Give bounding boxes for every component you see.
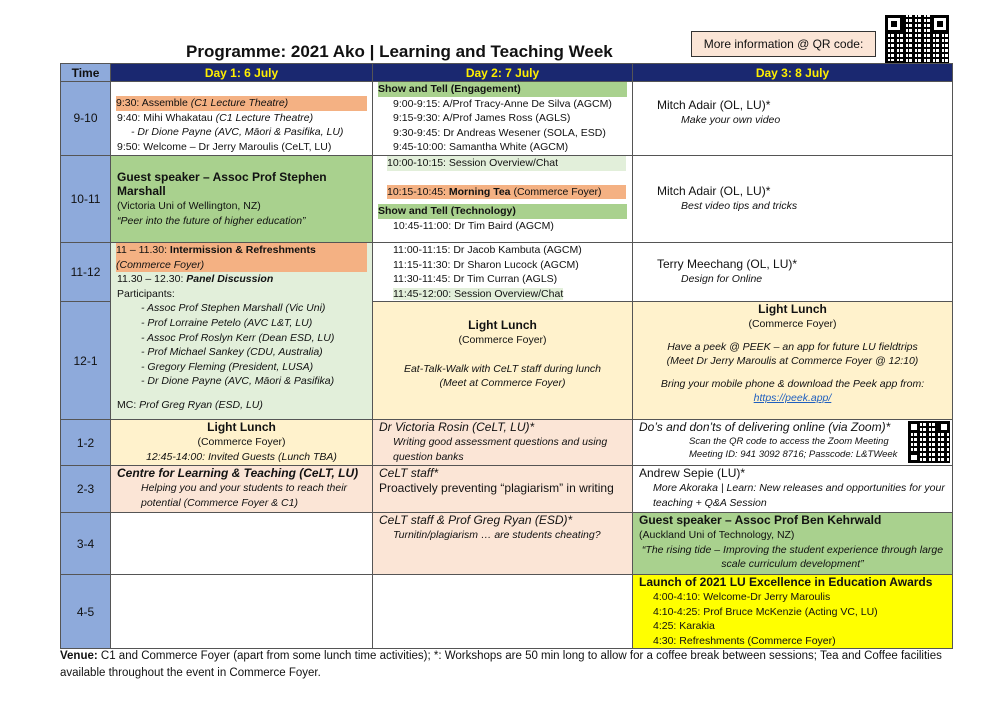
day3-lunch: Light Lunch (Commerce Foyer) Have a peek @ PEEK – an app for future LU fieldtrips (Meet Dr Jerry Maroulis at Commerce Foyer @ 12:10) Bring your mobile phone & download the Peek app from: https://peek.app/ [633,302,953,420]
day2-mid-morning: 10:00-10:15: Session Overview/Chat 10:15-10:45: Morning Tea (Commerce Foyer) Show and Tell (Technology) 10:45-11:00: Dr Tim Baird (AGCM) [373,156,633,243]
day2-engagement: Show and Tell (Engagement) 9:00-9:15: A/Prof Tracy-Anne De Silva (AGCM) 9:15-9:30: A/Prof James Ross (AGLS) 9:30-9:45: Dr Andreas Wesener (SOLA, ESD) 9:45-10:00: Samantha White (AGCM) [373,82,633,156]
peek-app-link[interactable]: https://peek.app/ [753,392,832,405]
day2-lunch: Light Lunch (Commerce Foyer) Eat-Talk-Walk with CeLT staff during lunch (Meet at Commerce Foyer) [373,302,633,420]
day2-session-3-4: CeLT staff & Prof Greg Ryan (ESD)* Turnitin/plagiarism … are students cheating? [373,513,633,575]
venue-note: Venue: C1 and Commerce Foyer (apart from some lunch time activities); *: Workshops are 50 min long to allow for a coffee break between sessions; Tea and Coffee facilities available throughout the event in Commerce Foyer. [60,650,942,679]
day1-lunch: Light Lunch (Commerce Foyer) 12:45-14:00: Invited Guests (Lunch TBA) [111,420,373,466]
time-slot: 4-5 [61,575,111,649]
day1-guest-speaker: Guest speaker – Assoc Prof Stephen Marshall (Victoria Uni of Wellington, NZ) “Peer into the future of higher education” [111,156,373,243]
header-day3: Day 3: 8 July [633,64,953,82]
time-slot: 3-4 [61,513,111,575]
time-slot: 11-12 [61,243,111,302]
programme-table [60,63,953,649]
day3-awards-launch: Launch of 2021 LU Excellence in Education Awards 4:00-4:10: Welcome-Dr Jerry Maroulis 4:10-4:25: Prof Bruce McKenzie (Acting VC, LU) 4:25: Karakia 4:30: Refreshments (Commerce Foyer) [633,575,953,649]
zoom-qr-code-icon [908,421,950,463]
day2-technology: 11:00-11:15: Dr Jacob Kambuta (AGCM) 11:15-11:30: Dr Sharon Lucock (AGCM) 11:30-11:45: Dr Tim Curran (AGLS) 11:45-12:00: Session Overview/Chat [373,243,633,302]
day3-session-1: Mitch Adair (OL, LU)* Make your own video [633,82,953,156]
day3-session-2: Mitch Adair (OL, LU)* Best video tips and tricks [633,156,953,243]
day1-empty-4-5 [111,575,373,649]
time-slot: 1-2 [61,420,111,466]
qr-note: More information @ QR code: [691,31,876,57]
day1-empty-3-4 [111,513,373,575]
day2-session-1-2: Dr Victoria Rosin (CeLT, LU)* Writing good assessment questions and using question banks [373,420,633,466]
day2-session-2-3: CeLT staff* Proactively preventing “plagiarism” in writing [373,466,633,513]
header-day2: Day 2: 7 July [373,64,633,82]
day1-opening: 9:30: Assemble (C1 Lecture Theatre) 9:40: Mihi Whakatau (C1 Lecture Theatre) - Dr Dione Payne (AVC, Māori & Pasifika, LU) 9:50: Welcome – Dr Jerry Maroulis (CeLT, LU) [111,82,373,156]
day3-zoom-session: Do’s and don’ts of delivering online (via Zoom)* Scan the QR code to access the Zoom Meeting Meeting ID: 941 3092 8716; Passcode: L&TWeek [633,420,953,466]
day3-session-2-3: Andrew Sepie (LU)* More Akoraka | Learn: New releases and opportunities for your teaching + Q&A Session [633,466,953,513]
day3-session-3: Terry Meechang (OL, LU)* Design for Online [633,243,953,302]
day3-guest-speaker: Guest speaker – Assoc Prof Ben Kehrwald (Auckland Uni of Technology, NZ) “The rising tide – Improving the student experience through large scale curriculum development” [633,513,953,575]
time-slot: 2-3 [61,466,111,513]
time-slot: 9-10 [61,82,111,156]
day1-celt: Centre for Learning & Teaching (CeLT, LU) Helping you and your students to reach their potential (Commerce Foyer & C1) [111,466,373,513]
assemble-item: 9:30: Assemble (C1 Lecture Theatre) [116,96,367,111]
day1-panel: 11 – 11.30: Intermission & Refreshments (Commerce Foyer) 11.30 – 12.30: Panel Discussion Participants: - Assoc Prof Stephen Marshall (Vic Uni) - Prof Lorraine Petelo (AVC L&T, LU) - Assoc Prof Roslyn Kerr (Dean ESD, LU) - Prof Michael Sankey (CDU, Australia) - Gregory Fleming (President, LUSA) - Dr Dione Payne (AVC, Māori & Pasifika) MC: Prof Greg Ryan (ESD, LU) [111,243,373,420]
header-time: Time [61,64,111,82]
time-slot: 10-11 [61,156,111,243]
page-title: Programme: 2021 Ako | Learning and Teaching Week [186,42,613,61]
header-day1: Day 1: 6 July [111,64,373,82]
day2-empty-4-5 [373,575,633,649]
time-slot: 12-1 [61,302,111,420]
